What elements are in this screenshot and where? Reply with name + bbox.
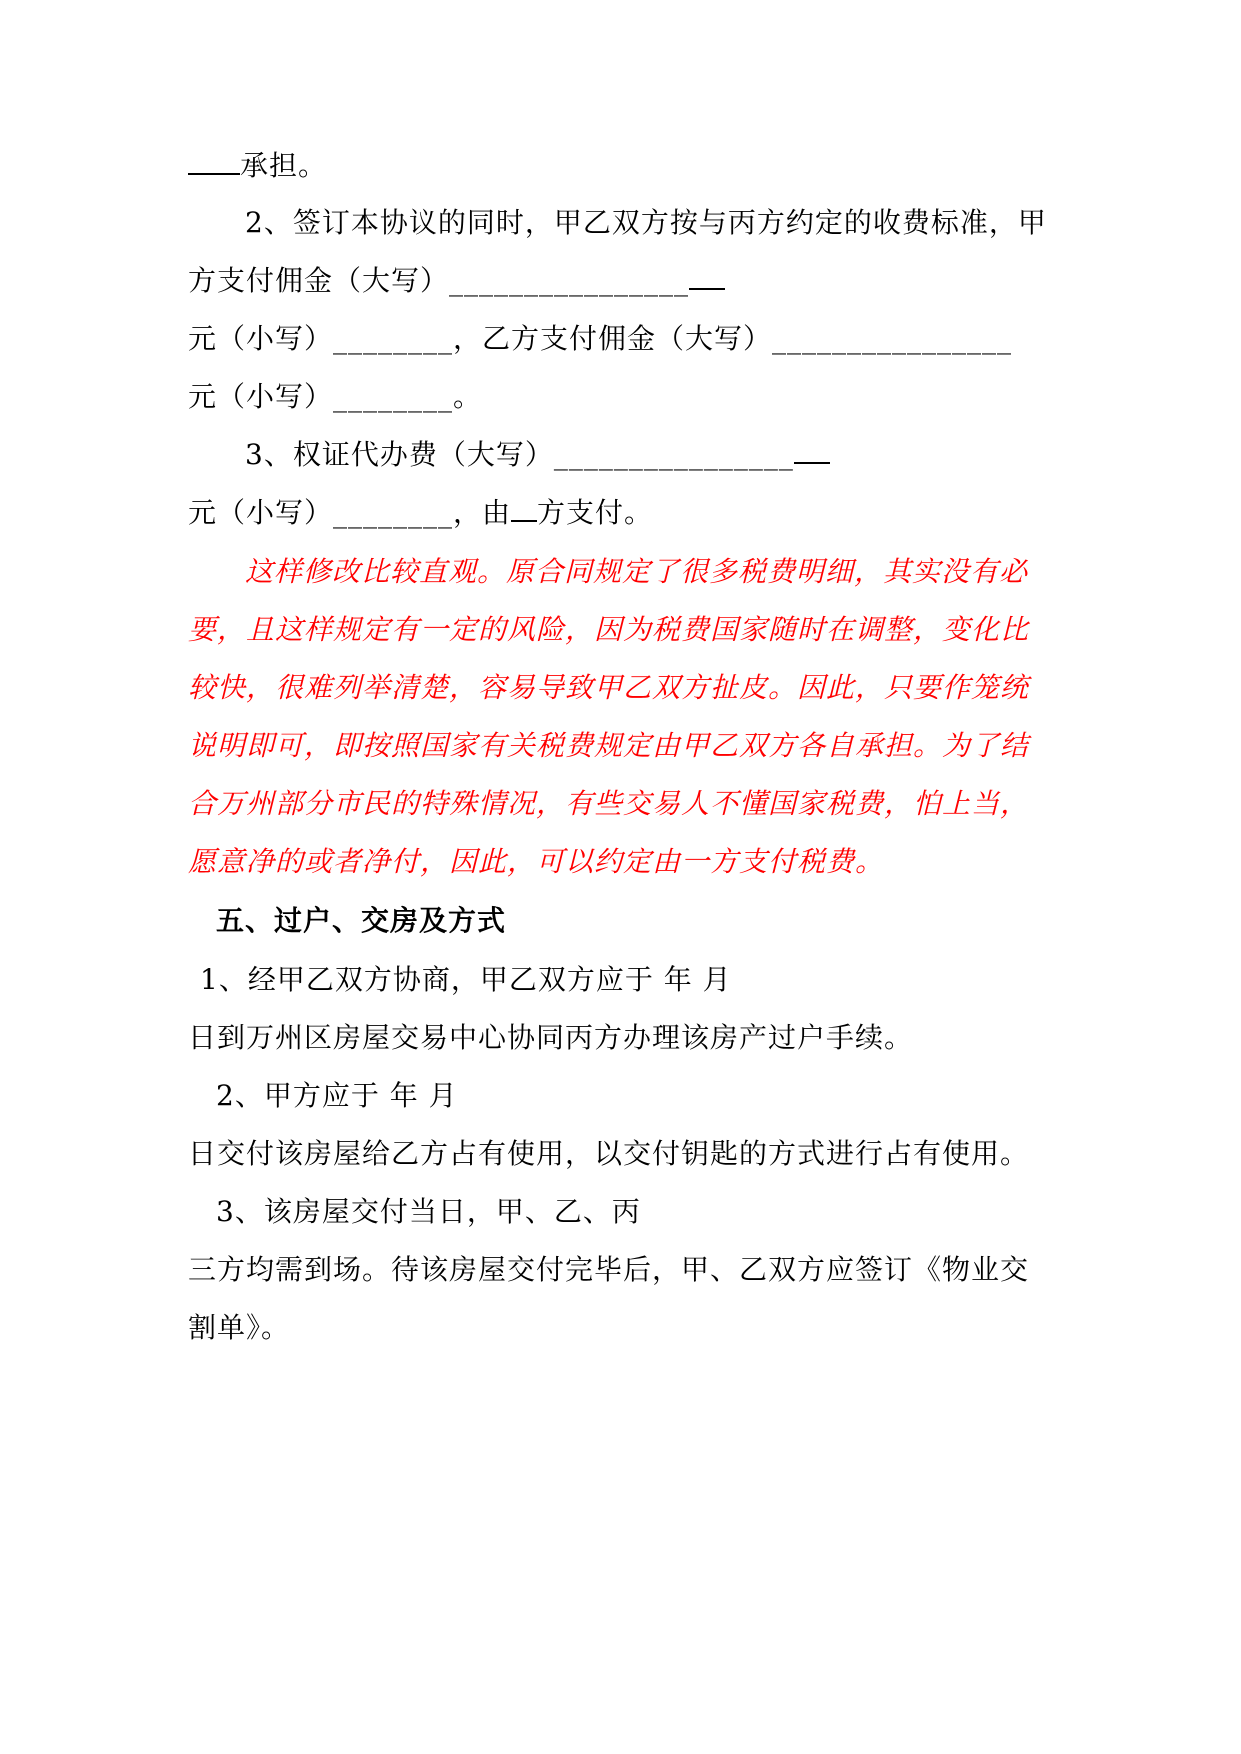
line-text: 元（小写）________，由	[188, 496, 512, 529]
clause-2-line-2	[188, 263, 725, 299]
paragraph-line	[188, 148, 327, 184]
section-heading: 五、过户、交房及方式	[216, 904, 507, 937]
line-text: 承担。	[240, 149, 328, 182]
line-text: 3、权证代办费（大写）________________	[245, 438, 794, 471]
clause-3-line-2	[188, 495, 653, 531]
fill-blank[interactable]	[794, 438, 830, 464]
clause-1-line-1: 1、经甲乙双方协商，甲乙双方应于 年 月	[200, 963, 732, 996]
fill-blank[interactable]	[689, 264, 725, 290]
clause-3-line-1	[245, 437, 830, 473]
clause-3-deliver-line-2: 三方均需到场。待该房屋交付完毕后，甲、乙双方应签订《物业交	[188, 1253, 1030, 1286]
note-line: 说明即可，即按照国家有关税费规定由甲乙双方各自承担。为了结	[188, 729, 1030, 762]
line-text: 方支付。	[537, 496, 654, 529]
fill-blank[interactable]	[511, 496, 537, 522]
clause-2-line-3: 元（小写）________，乙方支付佣金（大写）________________	[188, 322, 1013, 355]
clause-3-deliver-line-1: 3、该房屋交付当日，甲、乙、丙	[216, 1195, 641, 1228]
line-text: 方支付佣金（大写）________________	[188, 264, 690, 297]
clause-2-line-1: 2、签订本协议的同时，甲乙双方按与丙方约定的收费标准，甲	[245, 206, 1047, 239]
note-line: 合万州部分市民的特殊情况，有些交易人不懂国家税费，怕上当，	[188, 787, 1030, 820]
note-line: 愿意净的或者净付，因此，可以约定由一方支付税费。	[188, 845, 885, 878]
clause-1-line-2: 日到万州区房屋交易中心协同丙方办理该房产过户手续。	[188, 1021, 914, 1054]
note-line: 这样修改比较直观。原合同规定了很多税费明细，其实没有必	[245, 555, 1029, 588]
fill-blank[interactable]	[188, 149, 240, 175]
clause-2-line-4: 元（小写）________。	[188, 380, 483, 413]
note-line: 要，且这样规定有一定的风险，因为税费国家随时在调整，变化比	[188, 613, 1030, 646]
clause-2-deliver-line-1: 2、甲方应于 年 月	[216, 1079, 458, 1112]
clause-2-deliver-line-2: 日交付该房屋给乙方占有使用，以交付钥匙的方式进行占有使用。	[188, 1137, 1030, 1170]
clause-3-deliver-line-3: 割单》。	[188, 1311, 291, 1344]
note-line: 较快，很难列举清楚，容易导致甲乙双方扯皮。因此，只要作笼统	[188, 671, 1030, 704]
